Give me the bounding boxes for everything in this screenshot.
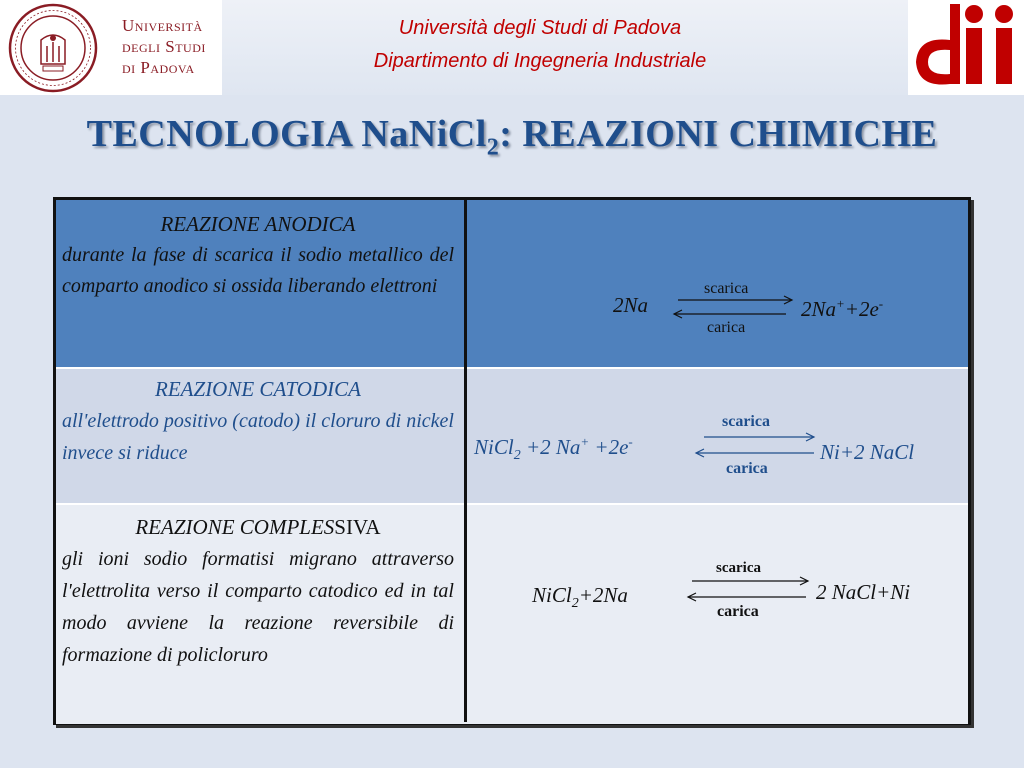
university-name: Università degli Studi di Padova [122, 16, 206, 77]
overall-backward-label: carica [717, 603, 759, 620]
overall-reactants: NiCl$_2$+2Na [532, 583, 628, 612]
cathodic-products: Ni+2 NaCl [820, 440, 915, 464]
anodic-forward-label: scarica [704, 280, 749, 297]
university-logo [0, 0, 222, 95]
header-text [230, 12, 850, 78]
dii-logo [908, 0, 1024, 95]
overall-forward-label: scarica [716, 560, 761, 576]
equilibrium-arrows-icon [690, 433, 820, 459]
dii-logo-icon [908, 0, 1024, 95]
cathodic-forward-label: scarica [722, 413, 770, 430]
cathodic-reactants: NiCl$_2$ +2 Na+ +2e- [474, 434, 633, 464]
table-row-overall [56, 503, 968, 724]
overall-products: 2 NaCl+Ni [816, 580, 911, 604]
equilibrium-arrows-icon [668, 296, 798, 320]
column-divider [464, 200, 467, 722]
anodic-products: 2Na++2e- [801, 296, 884, 321]
equilibrium-arrows-icon [682, 577, 812, 603]
page-title: TECNOLOGIA NaNiCl$_2$: REAZIONI CHIMICHE [86, 113, 938, 161]
header-department: Dipartimento di Ingegneria Industriale [373, 50, 707, 72]
anodic-heading: REAZIONE ANODICA [160, 212, 356, 236]
cathodic-description-cell [62, 373, 454, 469]
table-row-anodic [56, 200, 968, 367]
overall-description-cell [62, 511, 454, 671]
anodic-description: durante la fase di scarica il sodio metallico del comparto anodico si ossida liberando elettroni [62, 244, 454, 297]
anodic-reactant: 2Na [613, 293, 649, 317]
cathodic-heading: REAZIONE CATODICA [155, 377, 361, 401]
header-university: Università degli Studi di Padova [398, 17, 682, 39]
university-seal-icon [3, 2, 103, 94]
header-band [0, 0, 1024, 95]
overall-heading: REAZIONE COMPLESSIVA [135, 515, 381, 539]
overall-description: gli ioni sodio formatisi migrano attraverso l'elettrolita verso il comparto catodico ed in tal modo avviene la reazione reversibile di formazione di policloruro [62, 548, 454, 666]
reactions-table [53, 197, 971, 725]
cathodic-description: all'elettrodo positivo (catodo) il cloruro di nickel invece si riduce [62, 410, 454, 464]
cathodic-backward-label: carica [726, 460, 768, 477]
anodic-description-cell [62, 208, 454, 302]
anodic-backward-label: carica [707, 319, 746, 336]
table-row-cathodic [56, 367, 968, 505]
